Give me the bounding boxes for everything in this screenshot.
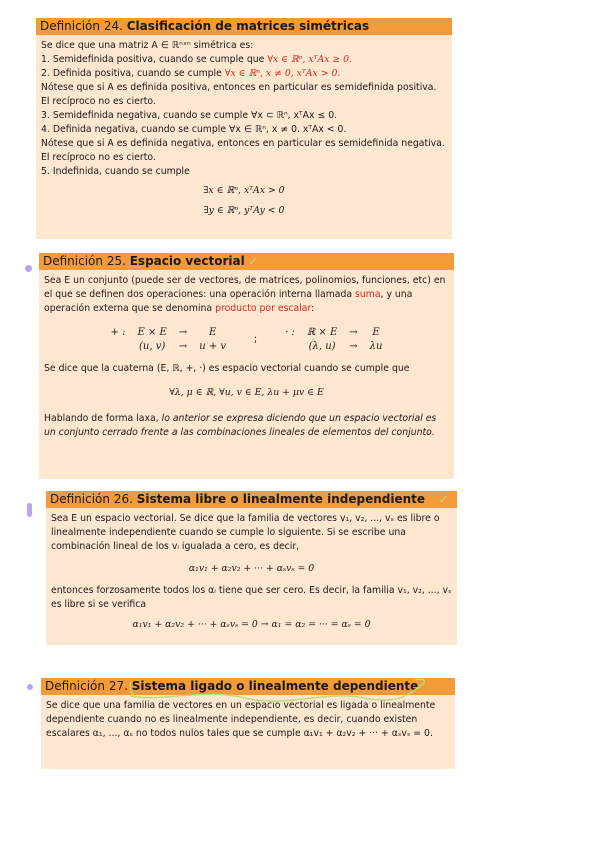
def25-separator: ; [254,334,258,345]
definition-26 [46,491,457,645]
def24-intro: Se dice que una matriz A ∈ ℝⁿˣⁿ simétrica es: [41,40,254,51]
def25-p3-b: lo anterior se expresa diciendo que un espacio vectorial es un conjunto cerrado frente a las combinaciones lineales de elementos del conjunto. [44,413,437,438]
def24-item5: 5. Indefinida, cuando se cumple [41,166,190,177]
annotation-dot [25,265,32,272]
check-mark-icon: ✓ [248,255,258,268]
def26-header [46,491,457,508]
def24-item1 [41,53,447,67]
op1-maps: → [178,341,188,352]
def25-number: Definición 25. [43,254,126,268]
check-mark-icon: ✓ [438,493,449,506]
op1-sym: + : [110,327,126,338]
def25-paragraph2: Se dice que la cuaterna (E, ℝ, +, ·) es espacio vectorial cuando se cumple que [44,363,410,374]
def27-body [41,695,455,769]
def25-scalar-term: producto por escalar [215,303,312,314]
definition-25 [39,253,454,479]
def25-eq: ∀λ, μ ∈ ℝ, ∀u, v ∈ E, λu + μv ∈ E [169,387,324,398]
def24-eq2: ∃y ∈ ℝⁿ, yᵀAy < 0 [203,205,285,216]
def25-body [39,270,454,479]
def26-number: Definición 26. [50,492,133,506]
def27-paragraph1: Se dice que una familia de vectores en un espacio vectorial es ligada o linealmente dependiente cuando no es linealmente independiente, es decir, cuando existen escalares α₁, ..., αₛ no todos nulos tales que se cumple α₁v₁ + α₂v₂ + ··· + αₛvₛ = 0. [46,700,436,739]
def26-paragraph1: Sea E un espacio vectorial. Se dice que la familia de vectores v₁, v₂, ..., vₛ es libre o linealmente independiente cuando se cumple lo siguiente. Si se escribe una combinación lineal de los vᵢ igualada a cero, es decir, [51,513,440,552]
op2-arrow: → [349,327,358,338]
def24-item1-text: 1. Semidefinida positiva, cuando se cumple que [41,54,265,65]
def24-item2-text: 2. Definida positiva, cuando se cumple [41,68,222,79]
op2-cod: E [372,327,380,338]
op2-dom: ℝ × E [306,327,338,338]
op1-cod: E [208,327,217,338]
def25-p1-a: Sea E un conjunto (puede ser de vectores, de matrices, polinomios, funciones, etc) en el que se definen dos operaciones: una operación interna llamada [44,275,446,300]
def24-eq1: ∃x ∈ ℝⁿ, xᵀAx > 0 [203,185,285,196]
op2-pair: (λ, u) [308,341,336,352]
def25-paragraph3 [44,412,449,440]
annotation-dot [27,684,33,690]
def26-paragraph2: entonces forzosamente todos los αᵢ tiene que ser cero. Es decir, la familia v₁, v₂, ..., vₛ es libre si se verifica [51,585,452,610]
op1-arrow: → [178,327,188,338]
def24-item1-math: ∀x ∈ ℝⁿ, xᵀAx ≥ 0. [267,54,353,65]
def24-item4: 4. Definida negativa, cuando se cumple ∀x ∈ ℝⁿ, x ≠ 0. xᵀAx < 0. [41,124,347,135]
def26-body [46,508,457,645]
def25-p3-a: Hablando de forma laxa, [44,413,159,424]
def25-operations [44,326,449,354]
def24-item3: 3. Semidefinida negativa, cuando se cumple ∀x ⊂ ℝⁿ, xᵀAx ≤ 0. [41,110,338,121]
def26-eq1: α₁v₁ + α₂v₂ + ··· + αₛvₛ = 0 [188,563,315,574]
def25-sum-term: suma [355,289,381,300]
def25-p1-c: : [311,303,315,314]
def24-item2 [41,67,447,81]
op2-res: λu [369,341,383,352]
def24-number: Definición 24. [40,19,123,33]
def24-header [36,18,452,35]
definition-24 [36,18,452,239]
def24-body [36,35,452,239]
def24-note2: Nótese que si A es definida negativa, entonces en particular es semidefinida negativa. El recíproco no es cierto. [41,138,445,163]
def24-note1: Nótese que si A es definida positiva, entonces en particular es semidefinida positiva. El recíproco no es cierto. [41,82,437,107]
def24-item2-math: ∀x ∈ ℝⁿ, x ≠ 0, xᵀAx > 0. [224,68,341,79]
op2-maps: → [349,341,358,352]
def26-eq2: α₁v₁ + α₂v₂ + ··· + αₛvₛ = 0 → α₁ = α₂ = ··· = αₛ = 0 [132,619,371,630]
def25-title: Espacio vectorial [129,254,245,268]
def27-number: Definición 27. [45,679,128,693]
highlight-scribble [125,678,430,702]
op2-sym: · : [285,327,295,338]
op1-dom: E × E [137,327,167,338]
def26-title: Sistema libre o linealmente independiente [136,492,426,506]
def25-scalar-map [279,326,388,354]
def25-p1-b: , y una operación externa que se denomina [44,289,413,314]
annotation-bar [27,503,32,517]
def25-paragraph1 [44,274,449,316]
def24-title: Clasificación de matrices simétricas [126,19,370,33]
def25-header [39,253,454,270]
op1-pair: (u, v) [139,341,166,352]
def25-sum-map [105,326,233,354]
op1-res: u + v [199,341,227,352]
def27-title: Sistema ligado o linealmente dependiente [131,679,419,693]
